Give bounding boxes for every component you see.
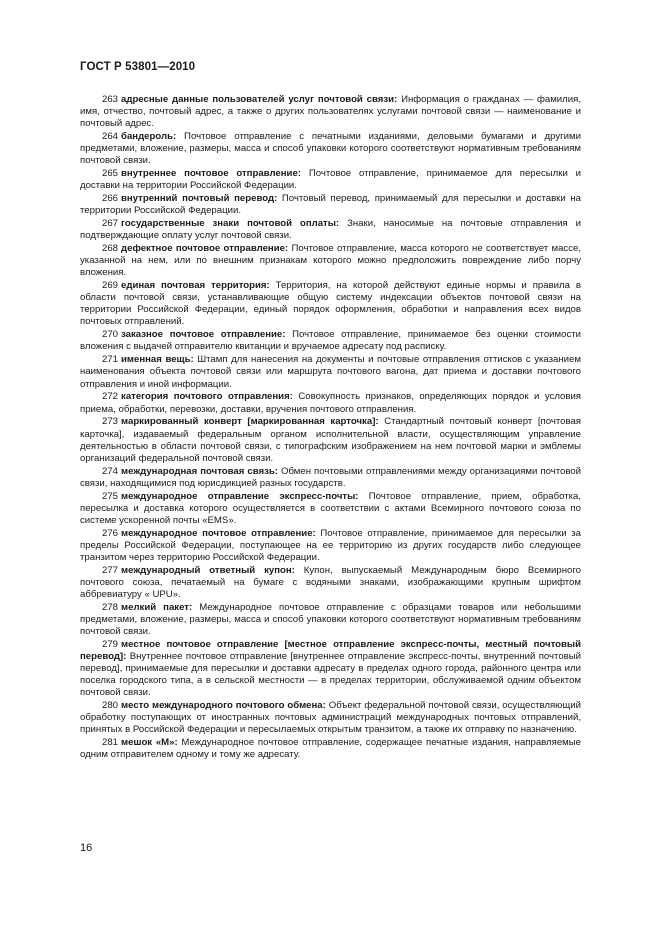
term-entry — [80, 700, 581, 736]
term-entry — [80, 602, 581, 638]
entry-definition: Почтовое отправление, принимаемое для пересылки за пределы Российской Федерации, поступающее на ее территорию из других государств либо следующее транзитом через территорию Российской Федерации. — [80, 527, 581, 563]
entry-number: 267 — [102, 218, 119, 230]
entry-number: 271 — [102, 354, 119, 366]
term-entry — [80, 329, 581, 353]
entry-term: международное отправление экспресс-почты: — [121, 490, 359, 502]
entry-number: 276 — [102, 527, 119, 539]
entry-definition: Почтовый перевод, принимаемый для пересылки и доставки на территории Российской Федерации. — [80, 193, 581, 217]
entry-definition: Территория, на которой действуют единые нормы и правила в области почтовой связи, устанавливающие общую систему индексации объектов почтовой связи на территории Российской Федерации, единый порядок оформления, обработки и направления всех видов почтовых отправлений. — [80, 280, 582, 328]
entry-definition: Почтовое отправление, масса которого не соответствует массе, указанной на нем, или по внешним признакам которого можно предположить повреждение либо порчу вложения. — [80, 243, 582, 279]
document-header: ГОСТ Р 53801—2010 — [80, 61, 196, 73]
entry-definition: Объект федеральной почтовой связи, осуществляющий обработку поступающих от иностранных почтовых администраций международных почтовых отправлений, принятых в Российской Федерации и пересылаемых открытым транзитом, а также их отправку по назначению. — [80, 700, 581, 736]
entry-term: место международного почтового обмена: — [121, 700, 326, 712]
entry-term: мешок «М»: — [121, 737, 178, 749]
entry-definition: Международное почтовое отправление, содержащее печатные издания, направляемые одним отправителем одному и тому же адресату. — [80, 737, 582, 761]
entry-term: адресные данные пользователей услуг почтовой связи: — [121, 94, 398, 105]
entry-number: 270 — [102, 329, 119, 341]
entry-term: внутреннее почтовое отправление: — [121, 168, 301, 180]
term-entry — [80, 280, 581, 328]
entry-definition: Международное почтовое отправление с образцами товаров или небольшими предметами, вложение, размеры, масса и способ упаковки которого соответствуют нормативным требованиям почтовой связи. — [80, 601, 581, 637]
entry-definition: Обмен почтовыми отправлениями между организациями почтовой связи, находящимися под юрисдикцией разных государств. — [80, 465, 582, 489]
entry-definition: Знаки, наносимые на почтовые отправления и подтверждающие оплату услуг почтовой связи. — [80, 218, 581, 242]
term-entry — [80, 243, 581, 279]
entry-term: дефектное почтовое отправление: — [121, 243, 289, 255]
entry-definition: Купон, выпускаемый Международным бюро Всемирного почтового союза, печатаемый на бумаге с водяными знаками, изображающими крупным шрифтом аббревиатуру « UPU». — [80, 564, 581, 600]
entry-term: заказное почтовое отправление: — [121, 329, 286, 341]
term-entry — [80, 491, 581, 527]
term-entry — [80, 639, 581, 699]
entry-number: 263 — [102, 94, 119, 105]
entry-term: единая почтовая территория: — [121, 280, 270, 292]
entry-definition: Почтовое отправление, принимаемое для пересылки и доставки на территории Российской Федерации. — [80, 168, 582, 192]
entry-number: 274 — [102, 465, 119, 477]
entry-number: 264 — [102, 131, 119, 143]
entry-definition: Штамп для нанесения на документы и почтовые отправления оттисков с указанием наименования объекта почтовой связи или маршрута почтового вагона, дат приема и доставки почтового отправления и иной информации. — [80, 354, 581, 390]
entry-definition: Стандартный почтовый конверт [почтовая карточка], издаваемый федеральным органом исполнительной власти, осуществляющим управление деятельностью в области почтовой связи, с типографским изображением на нем почтовой марки и эмблемы организаций федеральной почтовой связи. — [80, 416, 581, 464]
entry-number: 279 — [102, 638, 119, 650]
entry-number: 273 — [102, 416, 119, 428]
entry-term: международное почтовое отправление: — [121, 527, 316, 539]
entry-term: государственные знаки почтовой оплаты: — [121, 218, 340, 230]
entry-term: местное почтовое отправление [местное отправление экспресс-почты, местный почтовый перевод]: — [80, 638, 581, 662]
entry-number: 265 — [102, 168, 119, 180]
term-entry — [80, 565, 581, 601]
entry-term: международная почтовая связь: — [121, 465, 278, 477]
entry-number: 268 — [102, 243, 119, 255]
entry-number: 280 — [102, 700, 119, 712]
term-entry — [80, 94, 581, 130]
entry-definition: Почтовое отправление, принимаемое без оценки стоимости вложения с выдачей отправителю квитанции и вручаемое адресату под расписку. — [80, 329, 581, 353]
entry-term: бандероль: — [121, 131, 177, 143]
entry-number: 266 — [102, 193, 119, 205]
term-entry — [80, 218, 581, 242]
terms-list — [80, 94, 581, 762]
entry-number: 278 — [102, 601, 119, 613]
entry-definition: Совокупность признаков, определяющих порядок и условия приема, обработки, перевозки, доставки, вручения почтового отправления. — [80, 391, 582, 415]
entry-number: 281 — [102, 737, 119, 749]
term-entry — [80, 354, 581, 390]
entry-term: мелкий пакет: — [121, 601, 193, 613]
entry-term: маркированный конверт [маркированная карточка]: — [121, 416, 379, 428]
term-entry — [80, 193, 581, 217]
entry-definition: Информация о гражданах — фамилия, имя, отчество, почтовый адрес, а также о других пользователях услугами почтовой связи — наименование и почтовый адрес. — [80, 94, 581, 130]
term-entry — [80, 131, 581, 167]
term-entry — [80, 168, 581, 192]
entry-definition: Внутреннее почтовое отправление [внутреннее отправление экспресс-почты, внутренний почтовый перевод], принимаемые для пересылки и доставки адресату в пределах одного города, районного центра или поселка городского типа, а в сельской местности — в пределах территории, обслуживаемой одним объектом почтовой связи. — [80, 650, 582, 699]
term-entry — [80, 466, 581, 490]
term-entry — [80, 416, 581, 464]
page-number: 16 — [80, 842, 93, 854]
entry-number: 275 — [102, 490, 119, 502]
entry-term: международный ответный купон: — [121, 564, 295, 576]
term-entry — [80, 391, 581, 415]
entry-term: внутренний почтовый перевод: — [121, 193, 278, 205]
entry-definition: Почтовое отправление с печатными изданиями, деловыми бумагами и другими предметами, вложение, размеры, масса и способ упаковки которого соответствуют нормативным требованиям почтовой связи. — [80, 131, 581, 167]
term-entry — [80, 737, 581, 761]
entry-definition: Почтовое отправление, прием, обработка, пересылка и доставка которого осуществляется в соответствии с актами Всемирного почтового союза по системе ускоренной почты «EMS». — [80, 490, 582, 526]
term-entry — [80, 528, 581, 564]
entry-number: 277 — [102, 564, 119, 576]
entry-term: категория почтового отправления: — [121, 391, 293, 403]
entry-term: именная вещь: — [121, 354, 194, 366]
entry-number: 272 — [102, 391, 119, 403]
entry-number: 269 — [102, 280, 119, 292]
